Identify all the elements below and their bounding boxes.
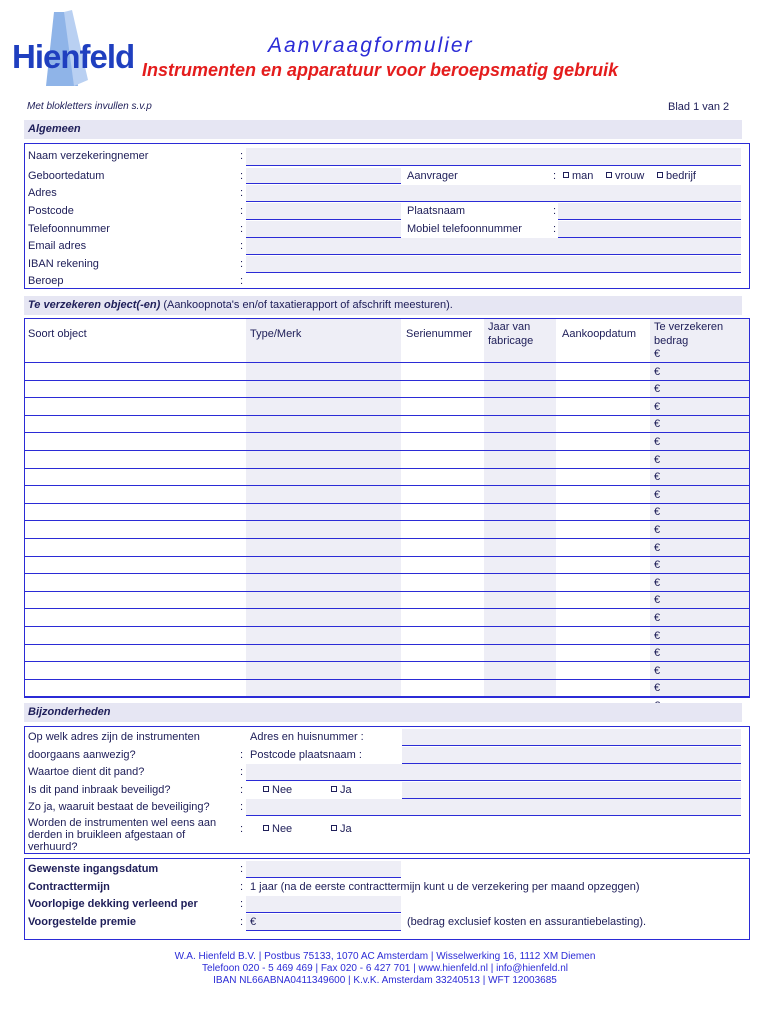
- value-contracttermijn: 1 jaar (na de eerste contracttermijn kunt u de verzekering per maand opzeggen): [250, 881, 640, 893]
- footer-line-2: Telefoon 020 - 5 469 469 | Fax 020 - 6 427 701 | www.hienfeld.nl | info@hienfeld.nl: [202, 963, 568, 974]
- colon: :: [240, 187, 244, 199]
- label-email: Email adres: [28, 240, 87, 252]
- colon: :: [240, 258, 244, 270]
- page-subtitle: Instrumenten en apparatuur voor beroepsmatig gebruik: [142, 60, 619, 80]
- label-adres: Adres: [28, 187, 57, 199]
- fill-instruction: Met blokletters invullen s.v.p: [27, 101, 152, 112]
- option-man[interactable]: man: [563, 170, 593, 182]
- label-postcode: Postcode: [28, 205, 74, 217]
- euro-sign: €: [654, 612, 661, 624]
- field-plaatsnaam[interactable]: [558, 203, 741, 220]
- col-bedrag-2: bedrag: [654, 335, 689, 347]
- colon: :: [240, 898, 244, 910]
- section-algemeen-title: Algemeen: [28, 123, 81, 135]
- euro-sign: €: [654, 647, 661, 659]
- checkbox-icon: [331, 825, 337, 831]
- section-algemeen-header: [24, 120, 742, 139]
- logo-text: Hienfeld: [12, 38, 135, 75]
- label-ingangsdatum: Gewenste ingangsdatum: [28, 863, 159, 875]
- table-row[interactable]: [25, 415, 749, 416]
- col-jaar-2: fabricage: [488, 335, 534, 347]
- checkbox-icon: [563, 172, 569, 178]
- table-row[interactable]: [25, 644, 749, 645]
- option-bedrijf[interactable]: bedrijf: [657, 170, 696, 182]
- field-naam[interactable]: [246, 148, 741, 166]
- field-telefoon[interactable]: [246, 221, 401, 238]
- column-shade: [484, 319, 556, 697]
- table-row[interactable]: [25, 538, 749, 539]
- colon: :: [240, 749, 244, 761]
- euro-sign: €: [654, 506, 661, 518]
- euro-sign: €: [654, 401, 661, 413]
- table-row[interactable]: [25, 608, 749, 609]
- colon: :: [240, 150, 244, 162]
- table-row[interactable]: [25, 626, 749, 627]
- col-jaar-1: Jaar van: [488, 321, 531, 333]
- option-nee-bruikleen[interactable]: Nee: [263, 823, 292, 835]
- table-row[interactable]: [25, 468, 749, 469]
- colon: :: [240, 784, 244, 796]
- label-naam: Naam verzekeringnemer: [28, 150, 149, 162]
- column-shade: [246, 319, 401, 697]
- table-row[interactable]: [25, 485, 749, 486]
- euro-sign: €: [654, 366, 661, 378]
- col-soort-object: Soort object: [28, 328, 87, 340]
- label-beroep: Beroep: [28, 275, 64, 287]
- table-row[interactable]: [25, 520, 749, 521]
- checkbox-icon: [606, 172, 612, 178]
- colon: :: [240, 916, 244, 928]
- section-bijzonderheden-header: [24, 703, 742, 722]
- q-bruikleen-2: derden in bruikleen afgestaan of: [28, 829, 186, 841]
- colon: :: [240, 863, 244, 875]
- col-aankoopdatum: Aankoopdatum: [562, 328, 636, 340]
- field-postcode-plaats[interactable]: [402, 747, 741, 764]
- table-row[interactable]: [25, 679, 749, 680]
- q-bruikleen-1: Worden de instrumenten wel eens aan: [28, 817, 217, 829]
- table-row[interactable]: [25, 380, 749, 381]
- euro-sign: €: [654, 577, 661, 589]
- q-adres-2: doorgaans aanwezig?: [28, 749, 136, 761]
- colon: :: [553, 170, 557, 182]
- table-row[interactable]: [25, 450, 749, 451]
- colon: :: [240, 766, 244, 778]
- euro-sign: €: [654, 559, 661, 571]
- field-postcode[interactable]: [246, 203, 401, 220]
- field-mobiel[interactable]: [558, 221, 741, 238]
- page-indicator: Blad 1 van 2: [668, 101, 730, 113]
- label-adres-huisnr: Adres en huisnummer :: [250, 731, 364, 743]
- label-premie: Voorgestelde premie: [28, 916, 136, 928]
- col-type-merk: Type/Merk: [250, 328, 302, 340]
- colon: :: [240, 275, 244, 287]
- q-beveiliging: Zo ja, waaruit bestaat de beveiliging?: [28, 801, 210, 813]
- section-bijzonderheden-title: Bijzonderheden: [28, 706, 111, 718]
- euro-sign: €: [654, 665, 661, 677]
- col-bedrag-1: Te verzekeren: [654, 321, 724, 333]
- footer-line-1: W.A. Hienfeld B.V. | Postbus 75133, 1070 AC Amsterdam | Wisselwerking 16, 1112 XM Diemen: [174, 951, 596, 962]
- euro-sign: €: [654, 348, 661, 360]
- column-shade: [650, 319, 749, 697]
- label-voorlopige-dekking: Voorlopige dekking verleend per: [28, 898, 198, 910]
- footer-line-3: IBAN NL66ABNA0411349600 | K.v.K. Amsterdam 33240513 | WFT 12003685: [213, 975, 557, 986]
- label-contracttermijn: Contracttermijn: [28, 881, 110, 893]
- field-iban[interactable]: [246, 256, 741, 273]
- label-postcode-plaats: Postcode plaatsnaam :: [250, 749, 362, 761]
- euro-sign: €: [654, 630, 661, 642]
- section-objects-header: [24, 296, 742, 315]
- euro-sign: €: [654, 524, 661, 536]
- field-beveiliging[interactable]: [246, 799, 741, 816]
- euro-sign: €: [654, 383, 661, 395]
- table-row[interactable]: [25, 573, 749, 574]
- label-telefoon: Telefoonnummer: [28, 223, 110, 235]
- label-mobiel: Mobiel telefoonnummer: [407, 223, 522, 235]
- field-beveiligd[interactable]: [402, 782, 741, 799]
- colon: :: [553, 205, 557, 217]
- section-objects-title: Te verzekeren object(-en) (Aankoopnota's en/of taxatierapport of afschrift meesturen).: [28, 299, 453, 311]
- logo: [10, 8, 140, 88]
- table-row[interactable]: [25, 661, 749, 662]
- page-title: Aanvraagformulier: [268, 34, 474, 57]
- euro-sign: €: [654, 454, 661, 466]
- field-ingangsdatum[interactable]: [246, 861, 401, 878]
- colon: :: [240, 823, 244, 835]
- euro-sign: €: [654, 471, 661, 483]
- table-row[interactable]: [25, 556, 749, 557]
- label-plaatsnaam: Plaatsnaam: [407, 205, 466, 217]
- colon: :: [240, 205, 244, 217]
- table-row[interactable]: [25, 362, 749, 363]
- euro-sign: €: [654, 542, 661, 554]
- colon: :: [240, 223, 244, 235]
- table-row[interactable]: [25, 397, 749, 398]
- colon: :: [240, 801, 244, 813]
- euro-sign: €: [654, 594, 661, 606]
- field-premie[interactable]: [246, 914, 401, 931]
- label-iban: IBAN rekening: [28, 258, 99, 270]
- field-geboortedatum[interactable]: [246, 168, 401, 184]
- colon: :: [553, 223, 557, 235]
- table-row[interactable]: [25, 696, 749, 697]
- q-beveiligd: Is dit pand inbraak beveiligd?: [28, 784, 171, 796]
- label-aanvrager: Aanvrager: [407, 170, 458, 182]
- field-adres-huisnr[interactable]: [402, 729, 741, 746]
- field-email[interactable]: [246, 238, 741, 255]
- checkbox-icon: [657, 172, 663, 178]
- option-ja-beveiligd[interactable]: Ja: [331, 784, 352, 796]
- colon: :: [240, 881, 244, 893]
- euro-sign: €: [654, 682, 661, 694]
- field-voorlopige-dekking[interactable]: [246, 896, 401, 913]
- q-pand-doel: Waartoe dient dit pand?: [28, 766, 145, 778]
- euro-sign: €: [654, 418, 661, 430]
- field-adres[interactable]: [246, 185, 741, 202]
- premie-euro: €: [250, 916, 257, 928]
- q-bruikleen-3: verhuurd?: [28, 841, 78, 853]
- label-geboortedatum: Geboortedatum: [28, 170, 105, 182]
- option-vrouw[interactable]: vrouw: [606, 170, 644, 182]
- field-pand-doel[interactable]: [246, 764, 741, 781]
- col-serienummer: Serienummer: [406, 328, 473, 340]
- euro-sign: €: [654, 489, 661, 501]
- euro-sign: €: [654, 436, 661, 448]
- premie-note: (bedrag exclusief kosten en assurantiebelasting).: [407, 916, 647, 928]
- checkbox-icon: [331, 786, 337, 792]
- colon: :: [240, 170, 244, 182]
- option-ja-bruikleen[interactable]: Ja: [331, 823, 352, 835]
- table-row[interactable]: [25, 591, 749, 592]
- option-nee-beveiligd[interactable]: Nee: [263, 784, 292, 796]
- table-row[interactable]: [25, 503, 749, 504]
- table-row[interactable]: [25, 432, 749, 433]
- checkbox-icon: [263, 825, 269, 831]
- q-adres-1: Op welk adres zijn de instrumenten: [28, 731, 200, 743]
- colon: :: [240, 240, 244, 252]
- checkbox-icon: [263, 786, 269, 792]
